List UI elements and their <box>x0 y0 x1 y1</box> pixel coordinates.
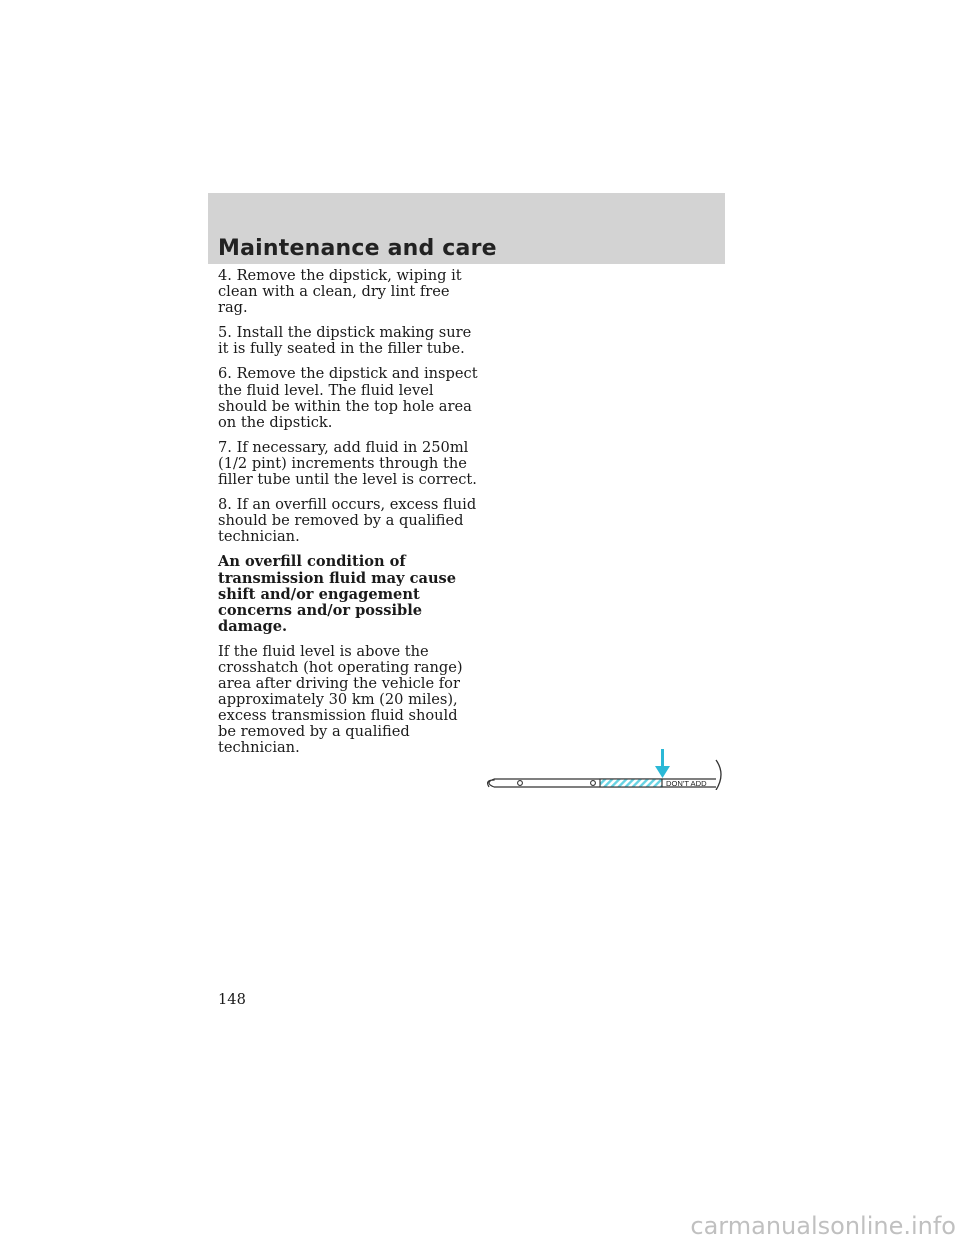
crosshatch-area <box>600 779 662 787</box>
step-7: 7. If necessary, add fluid in 250ml (1/2 pint) increments through the filler tube until the level is correct. <box>218 438 477 489</box>
page-number: 148 <box>218 991 246 1008</box>
dipstick-hole <box>591 781 596 786</box>
warning-text: An overfill condition of transmission fluid may cause shift and/or engagement concerns and/or possible damage. <box>218 553 457 635</box>
dipstick-diagram <box>480 740 730 790</box>
step-5: 5. Install the dipstick making sure it is fully seated in the filler tube. <box>218 324 472 358</box>
section-title: Maintenance and care <box>218 236 497 261</box>
step-6: 6. Remove the dipstick and inspect the fluid level. The fluid level should be within the top hole area on the dipstick. <box>218 365 478 431</box>
step-8: 8. If an overfill occurs, excess fluid should be removed by a qualified technician. <box>218 496 477 546</box>
section-header <box>208 193 725 264</box>
step-4: 4. Remove the dipstick, wiping it clean with a clean, dry lint free rag. <box>218 267 462 317</box>
dipstick-end <box>716 760 721 790</box>
body-text <box>218 268 478 766</box>
dipstick-hole <box>518 781 523 786</box>
overfill-note: If the fluid level is above the crosshatch (hot operating range) area after driving the vehicle for approximately 30 km (20 miles), excess transmission fluid should be removed by a qualified technician. <box>218 642 463 757</box>
dont-add-label: DON'T ADD <box>666 779 707 788</box>
arrow-icon <box>655 749 670 778</box>
watermark: carmanualsonline.info <box>690 1212 956 1240</box>
